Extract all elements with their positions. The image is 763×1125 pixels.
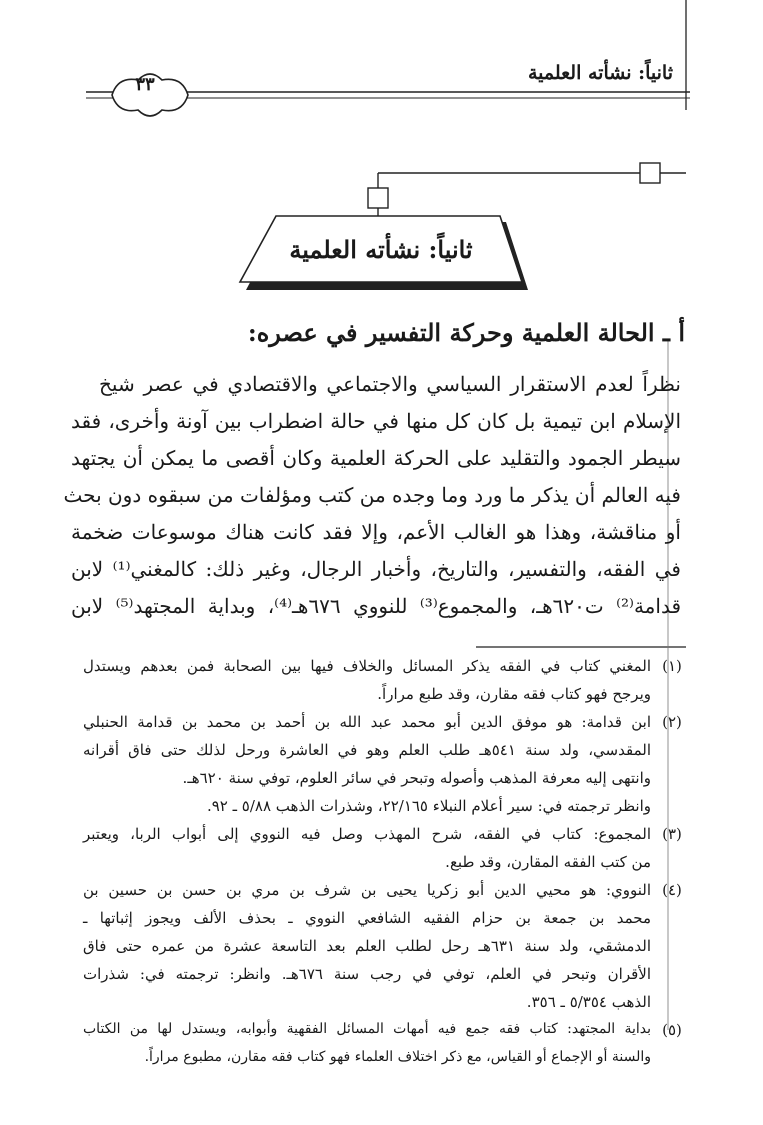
footnote-number: (٤) [662,881,682,899]
footnote-line: النووي: هو محيي الدين أبو زكريا يحيى بن شرف بن مري بن حسن بن حسين بن [83,881,651,899]
footnote-line: محمد بن جمعة بن حزام الفقيه الشافعي النووي ـ بحذف الألف ويجوز إثباتها ـ [83,909,651,927]
footnote-line: ويرجح فهو كتاب فقه مقارن، وقد طبع مراراً. [377,685,651,703]
connector-square-right [640,163,660,183]
footnote-line: وانتهى إليه معرفة المذهب وأصوله وتبحر في سائر العلوم، توفي سنة ٦٢٠هـ. [182,769,651,787]
footnote-line: بداية المجتهد: كتاب فقه جمع فيه أمهات المسائل الفقهية وأبوابه، ويستدل لها من الكتاب [83,1021,651,1037]
subsection-heading: أ ـ الحالة العلمية وحركة التفسير في عصره: [247,318,685,347]
footnote-number: (٢) [662,713,682,731]
footnote-line: الذهب ٥/٣٥٤ ـ ٣٥٦. [526,993,651,1011]
footnote-number: (١) [662,657,682,675]
footnote-line: والسنة أو الإجماع أو القياس، مع ذكر اختلاف العلماء فهو كتاب فقه مقارن، مطبوع مراراً. [144,1049,651,1065]
footnote-number: (٣) [662,825,682,843]
footnote-line: وانظر ترجمته في: سير أعلام النبلاء ٢٢/١٦٥، وشذرات الذهب ٥/٨٨ ـ ٩٢. [206,797,651,815]
footnote-line: المغني كتاب في الفقه يذكر المسائل والخلاف فيها بين الصحابة فمن بعدهم ويستدل [83,657,651,675]
running-header-title: ثانياً: نشأته العلمية [527,62,673,84]
footnote-line: الدمشقي، ولد سنة ٦٣١هـ رحل لطلب العلم بعد التاسعة عشرة من عمره حتى فاق [83,937,651,955]
body-line: نظراً لعدم الاستقرار السياسي والاجتماعي والاقتصادي في عصر شيخ [99,372,681,396]
body-line: فيه العالم أن يذكر ما ورد وما وجده من كتب ومؤلفات من سبقوه دون بحث [63,483,681,507]
connector-square-center [368,188,388,208]
body-line: قدامة⁽²⁾ ت٦٢٠هـ، والمجموع⁽³⁾ للنووي ٦٧٦هـ⁽⁴⁾، وبداية المجتهد⁽⁵⁾ لابن [71,594,682,618]
section-title: ثانياً: نشأته العلمية [289,235,473,264]
body-line: أو مناقشة، وهذا هو الغالب الأعم، وإلا فقد كانت هناك موسوعات ضخمة [71,520,681,544]
footnote-line: المجموع: كتاب في الفقه، شرح المهذب وصل فيه النووي إلى أبواب الربا، ويعتبر [83,825,651,843]
footnote-line: الأقران وتبحر في العلم، توفي في رجب سنة ٦٧٦هـ. وانظر: ترجمته في: شذرات [83,965,651,983]
footnote-number: (٥) [662,1021,682,1039]
footnote-line: ابن قدامة: هو موفق الدين أبو محمد عبد الله بن أحمد بن محمد بن قدامة الحنبلي [83,713,651,731]
page-number: ٣٣ [135,74,155,95]
body-line: الإسلام ابن تيمية بل كان كل منها في حالة اضطراب بين آونة وأخرى، فقد [71,409,681,433]
footnote-line: من كتب الفقه المقارن، وقد طبع. [445,853,651,871]
body-line: في الفقه، والتفسير، والتاريخ، وأخبار الرجال، وغير ذلك: كالمغني⁽¹⁾ لابن [71,557,681,581]
body-line: سيطر الجمود والتقليد على الحركة العلمية وكان أقصى ما يمكن أن يجتهد [71,446,681,470]
footnote-line: المقدسي، ولد سنة ٥٤١هـ طلب العلم وهو في العاشرة ورحل لذلك حتى فاق أقرانه [83,741,651,759]
title-connector [368,163,686,216]
